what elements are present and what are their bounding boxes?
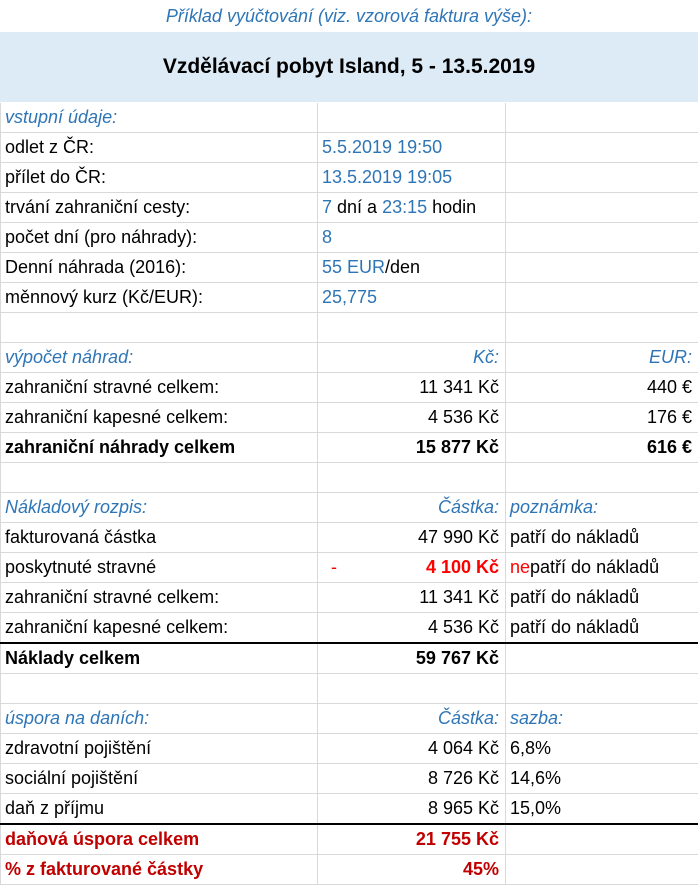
- compensation-col-eur: EUR:: [506, 343, 698, 373]
- compensation-total-czk: 15 877 Kč: [318, 433, 506, 463]
- costs-total-amount: 59 767 Kč: [318, 643, 506, 674]
- table-row: [1, 223, 698, 253]
- empty-cell: [506, 313, 698, 343]
- table-row: [1, 613, 698, 644]
- costs-total-label: Náklady celkem: [1, 643, 318, 674]
- duration-value: [318, 193, 506, 223]
- tax-row-label: daň z příjmu: [1, 794, 318, 825]
- tax-col-rate: sazba:: [506, 704, 698, 734]
- table-row: [1, 313, 698, 343]
- meals-amount-cell: [318, 553, 506, 583]
- rate-label: měnnový kurz (Kč/EUR):: [1, 283, 318, 313]
- food-label: zahraniční stravné celkem:: [1, 583, 318, 613]
- table-row: [1, 133, 698, 163]
- empty-cell: [506, 253, 698, 283]
- empty-cell: [318, 103, 506, 133]
- empty-cell: [506, 193, 698, 223]
- empty-cell: [506, 133, 698, 163]
- tax-total-amount: 21 755 Kč: [318, 824, 506, 855]
- empty-cell: [506, 283, 698, 313]
- costs-col-amount: Částka:: [318, 493, 506, 523]
- invoiced-label: fakturovaná částka: [1, 523, 318, 553]
- compensation-row-eur: 176 €: [506, 403, 698, 433]
- empty-cell: [318, 463, 506, 493]
- table-row: [1, 704, 698, 734]
- tax-header: úspora na daních:: [1, 704, 318, 734]
- inputs-header: vstupní údaje:: [1, 103, 318, 133]
- food-amount: 11 341 Kč: [318, 583, 506, 613]
- allowance-suffix: /den: [385, 257, 421, 277]
- tax-percent-value: 45%: [318, 855, 506, 885]
- empty-cell: [1, 674, 318, 704]
- costs-header: Nákladový rozpis:: [1, 493, 318, 523]
- table-row: [1, 193, 698, 223]
- pocket-note: patří do nákladů: [506, 613, 698, 644]
- compensation-header: výpočet náhrad:: [1, 343, 318, 373]
- compensation-row-czk: 11 341 Kč: [318, 373, 506, 403]
- sheet-caption: Příklad vyúčtování (viz. vzorová faktura výše):: [165, 6, 533, 26]
- meals-minus-sign: -: [331, 557, 337, 577]
- empty-cell: [506, 463, 698, 493]
- table-row: [1, 493, 698, 523]
- invoiced-note: patří do nákladů: [506, 523, 698, 553]
- departure-value[interactable]: 5.5.2019 19:50: [318, 133, 506, 163]
- duration-time: 23:15: [382, 197, 428, 217]
- tax-row-label: sociální pojištění: [1, 764, 318, 794]
- empty-cell: [1, 463, 318, 493]
- duration-suffix: hodin: [427, 197, 477, 217]
- table-row: [1, 103, 698, 133]
- table-row: [1, 343, 698, 373]
- table-row: [1, 463, 698, 493]
- table-row: [1, 433, 698, 463]
- compensation-row-eur: 440 €: [506, 373, 698, 403]
- table-row: [1, 163, 698, 193]
- tax-row-amount: 8 726 Kč: [318, 764, 506, 794]
- table-row: [1, 643, 698, 674]
- table-row: [1, 855, 698, 885]
- duration-mid: dní a: [332, 197, 383, 217]
- meals-amount: 4 100 Kč: [425, 557, 499, 577]
- tax-col-amount: Částka:: [318, 704, 506, 734]
- pocket-label: zahraniční kapesné celkem:: [1, 613, 318, 644]
- table-row: [1, 553, 698, 583]
- days-value[interactable]: 8: [318, 223, 506, 253]
- meals-note-cell: [506, 553, 698, 583]
- table-row: [1, 794, 698, 825]
- meals-note-prefix: ne: [510, 557, 531, 577]
- allowance-label: Denní náhrada (2016):: [1, 253, 318, 283]
- food-note: patří do nákladů: [506, 583, 698, 613]
- compensation-total-eur: 616 €: [506, 433, 698, 463]
- calculation-table: [0, 103, 698, 885]
- duration-label: trvání zahraniční cesty:: [1, 193, 318, 223]
- pocket-amount: 4 536 Kč: [318, 613, 506, 644]
- compensation-row-label: zahraniční kapesné celkem:: [1, 403, 318, 433]
- empty-cell: [506, 643, 698, 674]
- compensation-col-czk: Kč:: [318, 343, 506, 373]
- empty-cell: [506, 103, 698, 133]
- table-row: [1, 253, 698, 283]
- days-label: počet dní (pro náhrady):: [1, 223, 318, 253]
- tax-row-rate: 15,0%: [506, 794, 698, 825]
- costs-col-note: poznámka:: [506, 493, 698, 523]
- empty-cell: [506, 824, 698, 855]
- empty-cell: [506, 163, 698, 193]
- allowance-amount: 55 EUR: [322, 257, 386, 277]
- duration-days: 7: [322, 197, 333, 217]
- tax-total-label: daňová úspora celkem: [1, 824, 318, 855]
- table-row: [1, 583, 698, 613]
- meals-label: poskytnuté stravné: [1, 553, 318, 583]
- meals-note: patří do nákladů: [530, 557, 660, 577]
- tax-row-rate: 6,8%: [506, 734, 698, 764]
- table-row: [1, 674, 698, 704]
- arrival-label: přílet do ČR:: [1, 163, 318, 193]
- departure-label: odlet z ČR:: [1, 133, 318, 163]
- invoiced-amount: 47 990 Kč: [318, 523, 506, 553]
- empty-cell: [318, 313, 506, 343]
- table-row: [1, 373, 698, 403]
- tax-row-label: zdravotní pojištění: [1, 734, 318, 764]
- empty-cell: [318, 674, 506, 704]
- table-row: [1, 283, 698, 313]
- rate-value[interactable]: 25,775: [318, 283, 506, 313]
- empty-cell: [506, 674, 698, 704]
- compensation-row-label: zahraniční stravné celkem:: [1, 373, 318, 403]
- tax-row-amount: 4 064 Kč: [318, 734, 506, 764]
- allowance-value[interactable]: [318, 253, 506, 283]
- table-row: [1, 734, 698, 764]
- trip-title: Vzdělávací pobyt Island, 5 - 13.5.2019: [0, 32, 698, 103]
- tax-row-rate: 14,6%: [506, 764, 698, 794]
- table-row: [1, 523, 698, 553]
- arrival-value[interactable]: 13.5.2019 19:05: [318, 163, 506, 193]
- table-row: [1, 824, 698, 855]
- table-row: [1, 764, 698, 794]
- empty-cell: [506, 855, 698, 885]
- compensation-total-label: zahraniční náhrady celkem: [1, 433, 318, 463]
- empty-cell: [506, 223, 698, 253]
- tax-percent-label: % z fakturované částky: [1, 855, 318, 885]
- table-row: [1, 403, 698, 433]
- compensation-row-czk: 4 536 Kč: [318, 403, 506, 433]
- empty-cell: [1, 313, 318, 343]
- tax-row-amount: 8 965 Kč: [318, 794, 506, 825]
